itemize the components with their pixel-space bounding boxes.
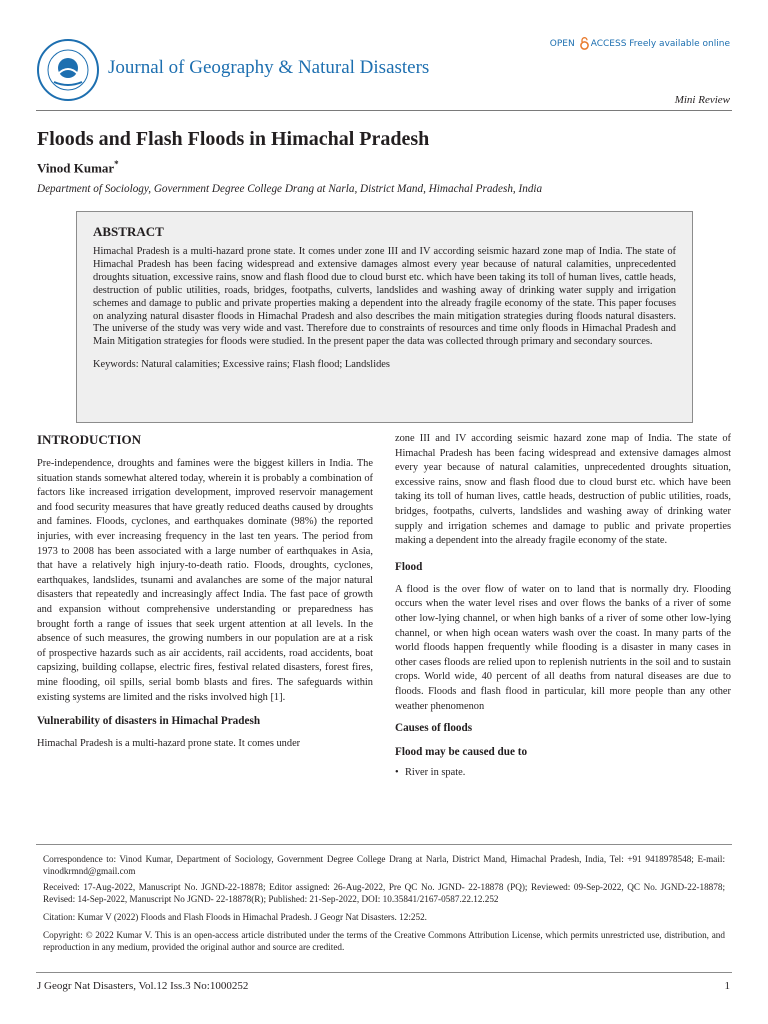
continued-paragraph: zone III and IV according seismic hazard zone map of India. The state of Himachal Pradesh has been facing widespread and extensive damages almost every year because of natural calamities, unprecedented droughts situation, excessive rains, snow and flash flood due to cloud burst etc. which have been taking its toll of human lives, cattle heads, destruction of public utilities, roads, bridges, footpaths, culverts, landslides and washing away of drinking water supply and irrigation schemes and damage to public and private properties making a dependent into the already fragile economy of the state.: [395, 433, 731, 547]
vulnerability-paragraph: Himachal Pradesh is a multi-hazard prone state. It comes under: [37, 738, 301, 750]
journal-logo: [36, 38, 100, 102]
abstract-body: Himachal Pradesh is a multi-hazard prone state. It comes under zone III and IV according seismic hazard zone map of India. The state of Himachal Pradesh has been facing widespread and extensive damages almost every year because of natural calamities, unprecedented droughts situation, excessive rains, snow and flash flood due to cloud burst etc. which have been taking its toll of human lives, cattle heads, destruction of public utilities, roads, bridges, footpaths, culverts, landslides and washing away of drinking water supply and irrigation schemes and damage to public and private properties making a dependent into the already fragile economy of the state. This paper focuses on analyzing natural disaster floods in Himachal Pradesh and also describes the main mitigation strategies during floods natural disasters. The universe of the study was very wide and vast. Therefore due to constraints of resources and time only floods in Himachal Pradesh and Main Mitigation strategies for floods were studied. In the present paper the data was collected through primary and secondary sources.: [93, 246, 676, 348]
flood-paragraph: A flood is the over flow of water on to land that is normally dry. Flooding occurs when the water level rises and over flows the banks of a river of some other low-lying channel, or when high banks of a river of some other low-lying channel, or when high ocean waters wash over the coast. In many parts of the world floods happen frequently while flooding is a disaster in many cases in other cases floods are relied upon to replenish nutrients in the soil and to sustain crops. World wide, 40 percent of all deaths from natural diseases are due to floods. Floods and flash flood in particular, kill more people than any other weather phenomenon: [395, 583, 731, 712]
open-access-badge: [550, 37, 730, 50]
received-note: Received: 17-Aug-2022, Manuscript No. JGND-22-18878; Editor assigned: 26-Aug-2022, Pre QC No. JGND- 22-18878 (PQ); Reviewed: 09-Sep-2022, QC No. JGND-22-18878; Revised: 14-Sep-2022, Manuscript No JGND- 22-18878(R); Published: 21-Sep-2022, DOI: 10.35841/2167-0587.22.12.252: [43, 882, 725, 905]
introduction-paragraph: Pre-independence, droughts and famines were the biggest killers in India. The situation stands somewhat altered today, wherein it is probably a combination of factors like increased irrigation development, improved reservoir management and food security measures that have greatly reduced deaths caused by droughts and famines. Floods, cyclones, and earthquakes dominate (98%) the reported injuries, with ever increasing frequency in the last ten years. The period from 1973 to 2008 has been associated with a large number of earthquakes in Asia, that have a relatively high injury-to-death ratio. Floods, droughts, cyclones, earthquakes, landslides, tsunami and avalanches are some of the major natural disasters that repeatedly and increasingly affect India. The fast pace of growth and expansion without comprehensive understanding or preparedness has brought forth a range of issues that seek urgent attention at all levels. In the absence of such measures, the growing numbers in our population are at a risk of prospective hazards such as air accidents, rail accidents, road accidents, boat capsizing, building collapse, electric fires, festival related disasters, forest fires, mine flooding, oil spills, serial bomb blasts and fires. The safeguards within existing systems are limited and the risks involved high [1].: [37, 458, 373, 703]
footnote-divider: [36, 844, 732, 845]
causes-heading: Causes of floods: [395, 722, 473, 735]
keywords: Keywords: Natural calamities; Excessive rains; Flash flood; Landslides: [93, 359, 390, 371]
author-name: Vinod Kumar: [37, 160, 115, 176]
open-access-open: OPEN: [549, 38, 575, 49]
author-mark: *: [114, 159, 119, 169]
article-type: Mini Review: [674, 94, 730, 106]
article-title: Floods and Flash Floods in Himachal Pradesh: [37, 128, 430, 150]
footer-divider: [36, 972, 732, 973]
open-lock-icon: [579, 37, 590, 50]
citation-note: Citation: Kumar V (2022) Floods and Flash Floods in Himachal Pradesh. J Geogr Nat Disasters. 12:252.: [43, 912, 427, 922]
causes-list: [395, 766, 731, 781]
header-divider: [36, 110, 732, 111]
list-item: • River in spate.: [395, 766, 731, 781]
journal-title: Journal of Geography & Natural Disasters: [108, 57, 430, 78]
open-access-rest: ACCESS Freely available online: [590, 38, 730, 49]
abstract-box: [76, 211, 693, 423]
page-number: 1: [724, 980, 730, 992]
caused-by-heading: Flood may be caused due to: [395, 746, 528, 759]
affiliation: Department of Sociology, Government Degree College Drang at Narla, District Mand, Himachal Pradesh, India: [37, 183, 543, 195]
footer-citation: J Geogr Nat Disasters, Vol.12 Iss.3 No:1000252: [37, 980, 249, 992]
right-column: [395, 432, 731, 781]
copyright-note: Copyright: © 2022 Kumar V. This is an open-access article distributed under the terms of the Creative Commons Attribution License, which permits unrestricted use, distribution, and reproduction in any medium, provided the original author and source are credited.: [43, 930, 725, 953]
author-line: [37, 159, 119, 176]
introduction-heading: INTRODUCTION: [37, 432, 142, 447]
vulnerability-heading: Vulnerability of disasters in Himachal Pradesh: [37, 715, 261, 728]
left-column: [37, 432, 373, 760]
abstract-heading: ABSTRACT: [93, 224, 164, 239]
flood-heading: Flood: [395, 560, 423, 573]
correspondence-note: Correspondence to: Vinod Kumar, Department of Sociology, Government Degree College Drang at Narla, District Mand, Himachal Pradesh, India, Tel: +91 9418978548; E-mail: vinodkrmnd@gmail.com: [43, 854, 725, 877]
